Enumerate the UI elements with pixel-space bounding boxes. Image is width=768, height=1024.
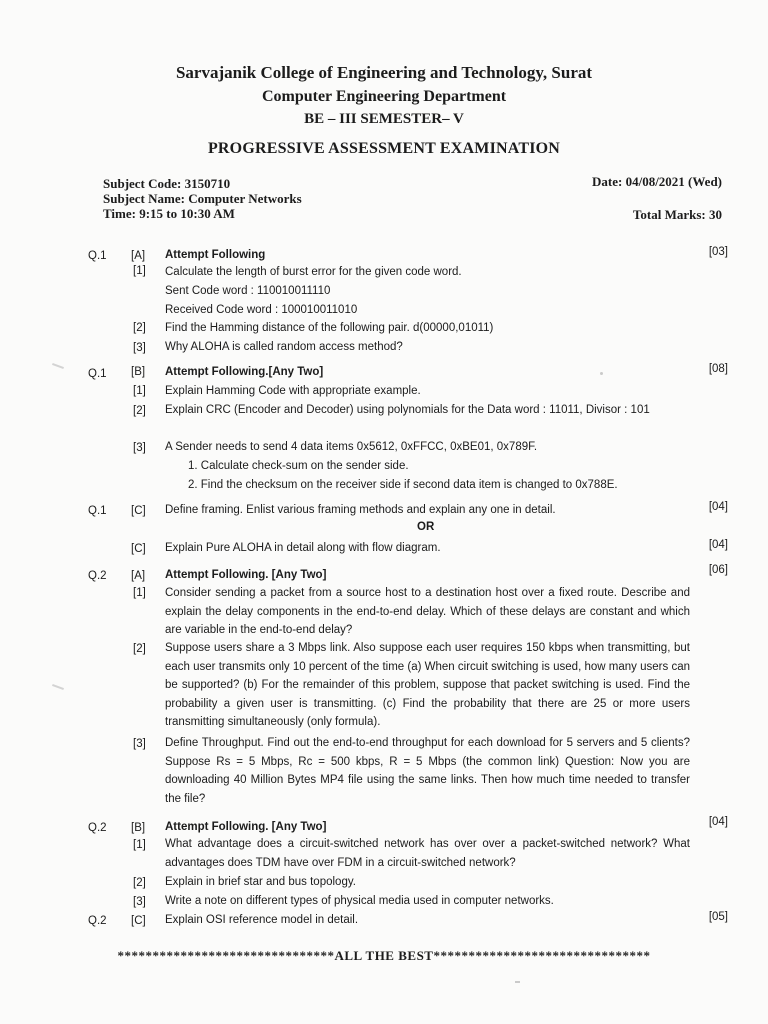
sub-item: 1. Calculate check-sum on the sender side. [188, 460, 409, 472]
scan-mark [52, 684, 64, 690]
question-marks: [03] [708, 246, 728, 258]
question-marks: [04] [708, 816, 728, 828]
question-number: Q.2 [88, 915, 107, 927]
exam-date: Date: 04/08/2021 (Wed) [592, 174, 722, 189]
question-text: Explain OSI reference model in detail. [165, 914, 359, 926]
scan-mark [515, 981, 520, 983]
question-number: Q.1 [88, 250, 107, 262]
footer-wish: *******************************ALL THE BEST******************************* [117, 948, 651, 963]
scan-mark [600, 372, 603, 375]
item-number: [3] [133, 342, 146, 354]
question-title: Attempt Following. [Any Two] [165, 569, 327, 581]
item-text: Write a note on different types of physical media used in computer networks. [165, 895, 554, 907]
item-number: [3] [133, 442, 146, 454]
question-number: Q.2 [88, 822, 107, 834]
question-marks: [04] [708, 501, 728, 513]
question-part: [C] [131, 543, 146, 555]
item-text: Explain in brief star and bus topology. [165, 876, 356, 888]
question-number: Q.1 [88, 368, 107, 380]
subject-name: Subject Name: Computer Networks [103, 191, 302, 206]
item-text: A Sender needs to send 4 data items 0x5612, 0xFFCC, 0xBE01, 0x789F. [165, 441, 538, 453]
department-name: Computer Engineering Department [261, 88, 507, 105]
question-number: Q.1 [88, 505, 107, 517]
item-number: [2] [133, 405, 146, 417]
item-text: Find the Hamming distance of the following pair. d(00000,01011) [165, 322, 494, 334]
item-text: What advantage does a circuit-switched network has over over a packet-switched network? What advantages does TDM have over FDM in a circuit-switched network? [165, 838, 690, 869]
question-part: [B] [131, 366, 146, 378]
subject-code: Subject Code: 3150710 [103, 176, 231, 191]
question-title: Attempt Following [165, 249, 266, 261]
question-title: Attempt Following. [Any Two] [165, 821, 327, 833]
item-number: [2] [133, 877, 146, 889]
item-text: Calculate the length of burst error for the given code word. [165, 266, 462, 278]
item-number: [3] [133, 896, 146, 908]
sub-item: 2. Find the checksum on the receiver side if second data item is changed to 0x788E. [188, 479, 618, 491]
question-marks: [05] [708, 911, 728, 923]
item-number: [1] [133, 385, 146, 397]
semester-title: BE – III SEMESTER– V [304, 111, 464, 127]
exam-time: Time: 9:15 to 10:30 AM [103, 206, 235, 221]
item-number: [1] [133, 587, 146, 599]
question-marks: [06] [708, 564, 728, 576]
exam-title: PROGRESSIVE ASSESSMENT EXAMINATION [207, 140, 561, 157]
item-number: [1] [133, 839, 146, 851]
question-part: [A] [131, 250, 146, 262]
college-name: Sarvajanik College of Engineering and Technology, Surat [175, 63, 593, 82]
question-text: Define framing. Enlist various framing methods and explain any one in detail. [165, 504, 556, 516]
item-text: Sent Code word : 110010011110 [165, 285, 331, 297]
question-marks: [04] [708, 539, 728, 551]
item-text: Explain CRC (Encoder and Decoder) using polynomials for the Data word : 11011, Divisor : 101 [165, 404, 650, 416]
total-marks: Total Marks: 30 [632, 207, 722, 222]
question-part: [C] [131, 915, 146, 927]
question-text: Explain Pure ALOHA in detail along with flow diagram. [165, 542, 441, 554]
item-text: Received Code word : 100010011010 [165, 304, 358, 316]
question-part: [A] [131, 570, 146, 582]
item-number: [3] [133, 738, 146, 750]
item-text: Define Throughput. Find out the end-to-end throughput for each download for 5 servers and 5 clients? Suppose Rs = 5 Mbps, Rc = 500 kbps, R = 5 Mbps (the common link) Question: Now you are downloading 40 Million Bytes MP4 file using the same links. Then how much time needed to transfer the file? [165, 737, 690, 805]
question-marks: [08] [708, 363, 728, 375]
question-part: [C] [131, 505, 146, 517]
item-text: Consider sending a packet from a source host to a destination host over a fixed route. Describe and explain the delay components in the end-to-end delay. Which of these delays are constant and which are variable in the end-to-end delay? [165, 587, 690, 637]
item-number: [1] [133, 265, 146, 277]
question-title: Attempt Following.[Any Two] [165, 366, 324, 378]
item-text: Suppose users share a 3 Mbps link. Also suppose each user requires 150 kbps when transmitting, but each user transmits only 10 percent of the time (a) When circuit switching is used, how many users can be supported? (b) For the remainder of this problem, suppose that packet switching is used. Find the probability a given user is transmitting. (c) Find the probability that there are 25 or more users transmitting simultaneously (only formula). [165, 642, 690, 729]
item-text: Explain Hamming Code with appropriate example. [165, 385, 421, 397]
question-number: Q.2 [88, 570, 107, 582]
item-number: [2] [133, 322, 146, 334]
item-number: [2] [133, 643, 146, 655]
subject-info [103, 176, 302, 221]
or-separator: OR [417, 521, 435, 533]
scan-mark [52, 363, 64, 369]
item-text: Why ALOHA is called random access method? [165, 341, 403, 353]
question-part: [B] [131, 822, 146, 834]
